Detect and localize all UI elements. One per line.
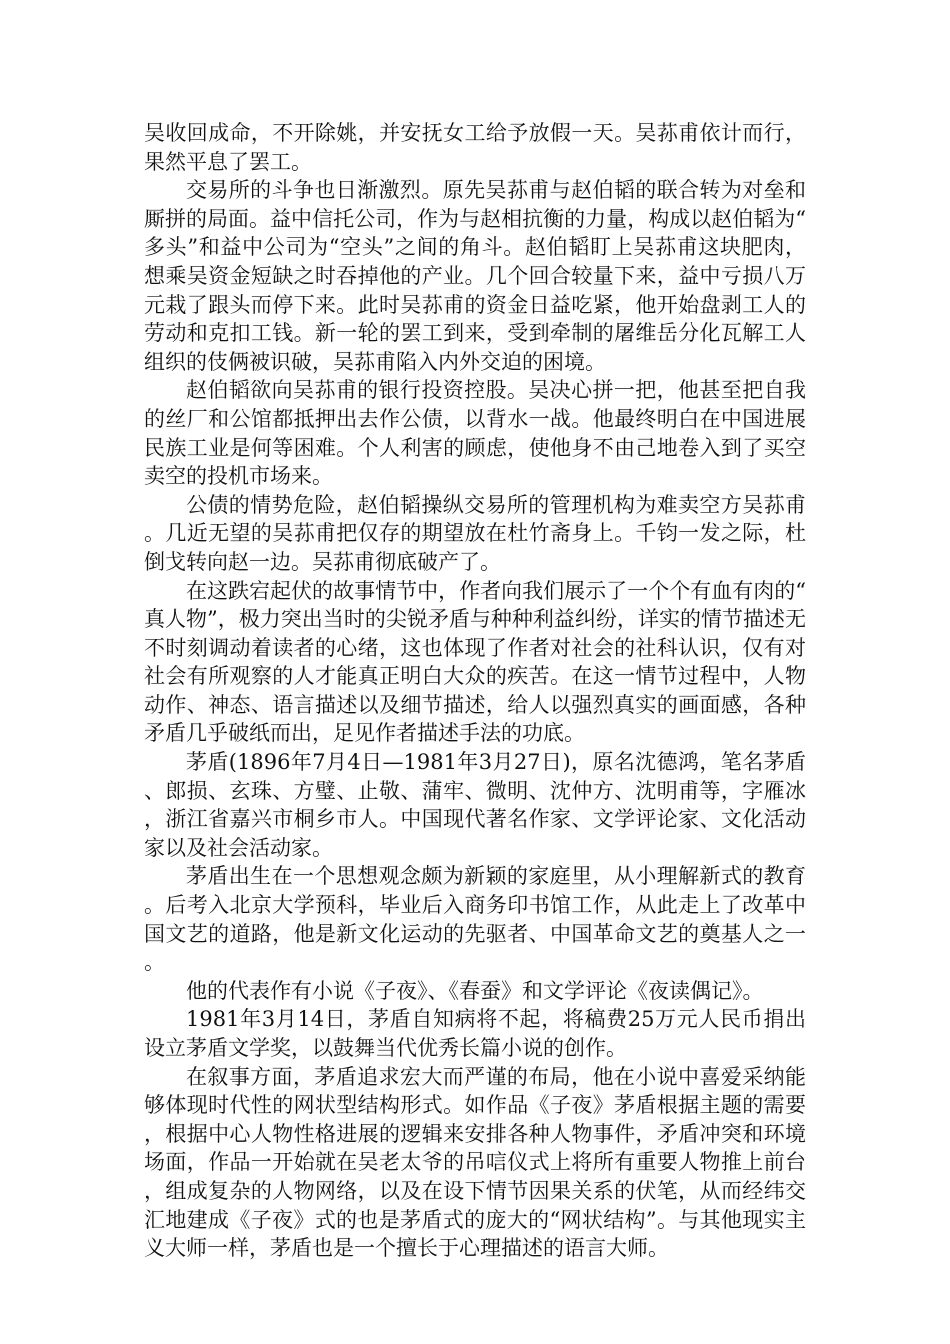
paragraph-8: 他的代表作有小说《子夜》、《春蚕》和文学评论《夜读偶记》。	[186, 978, 764, 1003]
paragraph-1: 吴收回成命，不开除姚，并安抚女工给予放假一天。吴荪甫依计而行，果然平息了罢工。	[144, 121, 806, 174]
paragraph-4: 公债的情势危险，赵伯韬操纵交易所的管理机构为难卖空方吴荪甫。几近无望的吴荪甫把仅存的期望放在杜竹斋身上。千钧一发之际，杜倒戈转向赵一边。吴荪甫彻底破产了。	[144, 492, 806, 574]
paragraph-6: 茅盾(1896年7月4日—1981年3月27日)，原名沈德鸿，笔名茅盾、郎损、玄珠、方璧、止敬、蒲牢、微明、沈仲方、沈明甫等，字雁冰，浙江省嘉兴市桐乡市人。中国现代著名作家、文学评论家、文化活动家以及社会活动家。	[144, 750, 806, 860]
document-body	[144, 119, 806, 1263]
paragraph-9: 1981年3月14日，茅盾自知病将不起，将稿费25万元人民币捐出设立茅盾文学奖，以鼓舞当代优秀长篇小说的创作。	[144, 1007, 806, 1060]
paragraph-7: 茅盾出生在一个思想观念颇为新颖的家庭里，从小理解新式的教育。后考入北京大学预科，毕业后入商务印书馆工作，从此走上了改革中国文艺的道路，他是新文化运动的先驱者、中国革命文艺的奠基人之一。	[144, 864, 806, 975]
paragraph-5: 在这跌宕起伏的故事情节中，作者向我们展示了一个个有血有肉的“真人物”，极力突出当时的尖锐矛盾与种种利益纠纷，详实的情节描述无不时刻调动着读者的心绪，这也体现了作者对社会的社科认识，仅有对社会有所观察的人才能真正明白大众的疾苦。在这一情节过程中，人物动作、神态、语言描述以及细节描述，给人以强烈真实的画面感，各种矛盾几乎破纸而出，足见作者描述手法的功底。	[144, 578, 806, 746]
paragraph-2: 交易所的斗争也日渐激烈。原先吴荪甫与赵伯韬的联合转为对垒和厮拼的局面。益中信托公司，作为与赵相抗衡的力量，构成以赵伯韬为“多头”和益中公司为“空头”之间的角斗。赵伯韬盯上吴荪甫这块肥肉，想乘吴资金短缺之时吞掉他的产业。几个回合较量下来，益中亏损八万元栽了跟头而停下来。此时吴荪甫的资金日益吃紧，他开始盘剥工人的劳动和克扣工钱。新一轮的罢工到来，受到牵制的屠维岳分化瓦解工人组织的伎俩被识破，吴荪甫陷入内外交迫的困境。	[144, 178, 806, 374]
paragraph-3: 赵伯韬欲向吴荪甫的银行投资控股。吴决心拼一把，他甚至把自我的丝厂和公馆都抵押出去作公债，以背水一战。他最终明白在中国进展民族工业是何等困难。个人利害的顾虑，使他身不由己地卷入到了买空卖空的投机市场来。	[144, 378, 806, 489]
paragraph-10: 在叙事方面，茅盾追求宏大而严谨的布局，他在小说中喜爱采纳能够体现时代性的网状型结构形式。如作品《子夜》茅盾根据主题的需要，根据中心人物性格进展的逻辑来安排各种人物事件，矛盾冲突和环境场面，作品一开始就在吴老太爷的吊唁仪式上将所有重要人物推上前台，组成复杂的人物网络，以及在设下情节因果关系的伏笔，从而经纬交汇地建成《子夜》式的也是茅盾式的庞大的“网状结构”。与其他现实主义大师一样，茅盾也是一个擅长于心理描述的语言大师。	[144, 1064, 806, 1261]
